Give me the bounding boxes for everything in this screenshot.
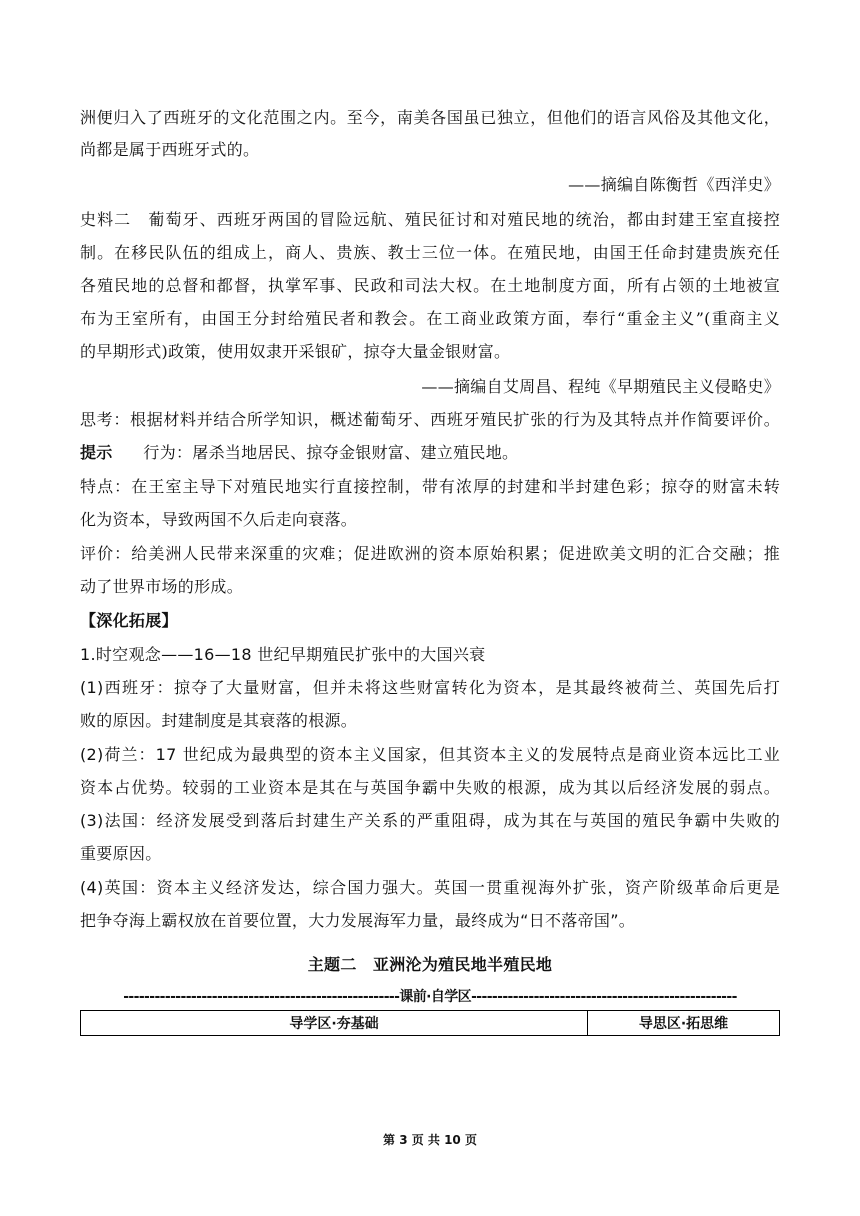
text-line: 资本占优势。较弱的工业资本是其在与英国争霸中失败的根源，成为其以后经济发展的弱点。: [80, 778, 780, 797]
text-line: 史料二 葡萄牙、西班牙两国的冒险远航、殖民征讨和对殖民地的统治，都由封建王室直接控: [80, 210, 780, 229]
table-header-left: 导学区·夯基础: [81, 1011, 588, 1036]
topic-title: 主题二 亚洲沦为殖民地半殖民地: [307, 955, 553, 974]
text-line: 特点：在王室主导下对殖民地实行直接控制，带有浓厚的封建和半封建色彩；掠夺的财富未转: [80, 477, 780, 496]
text-line: 评价：给美洲人民带来深重的灾难；促进欧洲的资本原始积累；促进欧美文明的汇合交融；推: [80, 544, 780, 563]
text-line: 重要原因。: [80, 844, 162, 863]
text-line: 洲便归入了西班牙的文化范围之内。至今，南美各国虽已独立，但他们的语言风俗及其他文化，: [80, 108, 780, 127]
text-line: 1.时空观念——16—18 世纪早期殖民扩张中的大国兴衰: [80, 645, 486, 664]
text-line: (1)西班牙：掠夺了大量财富，但并未将这些财富转化为资本，是其最终被荷兰、英国先后打: [80, 678, 780, 697]
text-line: 的早期形式)政策，使用奴隶开采银矿，掠夺大量金银财富。: [80, 342, 511, 361]
text-line: (2)荷兰：17 世纪成为最典型的资本主义国家，但其资本主义的发展特点是商业资本远比工业: [80, 745, 780, 764]
hint-label: 提示: [80, 443, 113, 462]
citation: ——摘编自艾周昌、程纯《早期殖民主义侵略史》: [421, 377, 780, 396]
question-line: 思考：根据材料并结合所学知识，概述葡萄牙、西班牙殖民扩张的行为及其特点并作简要评价。: [80, 410, 780, 429]
section-heading: 【深化拓展】: [80, 611, 178, 630]
text-line: 各殖民地的总督和都督，执掌军事、民政和司法大权。在土地制度方面，所有占领的土地被宣: [80, 276, 780, 295]
text-line: (4)英国：资本主义经济发达，综合国力强大。英国一贯重视海外扩张，资产阶级革命后更是: [80, 878, 780, 897]
citation: ——摘编自陈衡哲《西洋史》: [568, 175, 780, 194]
text-line: (3)法国：经济发展受到落后封建生产关系的严重阻碍，成为其在与英国的殖民争霸中失败的: [80, 811, 780, 830]
text-line: 尚都是属于西班牙式的。: [80, 140, 260, 159]
text-line: 化为资本，导致两国不久后走向衰落。: [80, 510, 358, 529]
text-line: 把争夺海上霸权放在首要位置，大力发展海军力量，最终成为“日不落帝国”。: [80, 911, 636, 930]
text-line: 败的原因。封建制度是其衰落的根源。: [80, 711, 358, 730]
hint-text: 行为：屠杀当地居民、掠夺金银财富、建立殖民地。: [143, 443, 519, 462]
section-divider: -----------------------------------------------------课前·自学区---------------------------------------------------: [123, 989, 737, 1005]
hint-line: [80, 443, 780, 463]
text-line: 动了世界市场的形成。: [80, 577, 244, 596]
guide-table: [80, 1010, 780, 1036]
text-line: 布为王室所有，由国王分封给殖民者和教会。在工商业政策方面，奉行“重金主义”(重商主义: [80, 309, 780, 328]
text-line: 制。在移民队伍的组成上，商人、贵族、教士三位一体。在殖民地，由国王任命封建贵族充任: [80, 243, 780, 262]
page-footer: 第 3 页 共 10 页: [383, 1133, 477, 1147]
table-row: [81, 1011, 780, 1036]
table-header-right: 导思区·拓思维: [588, 1011, 780, 1036]
